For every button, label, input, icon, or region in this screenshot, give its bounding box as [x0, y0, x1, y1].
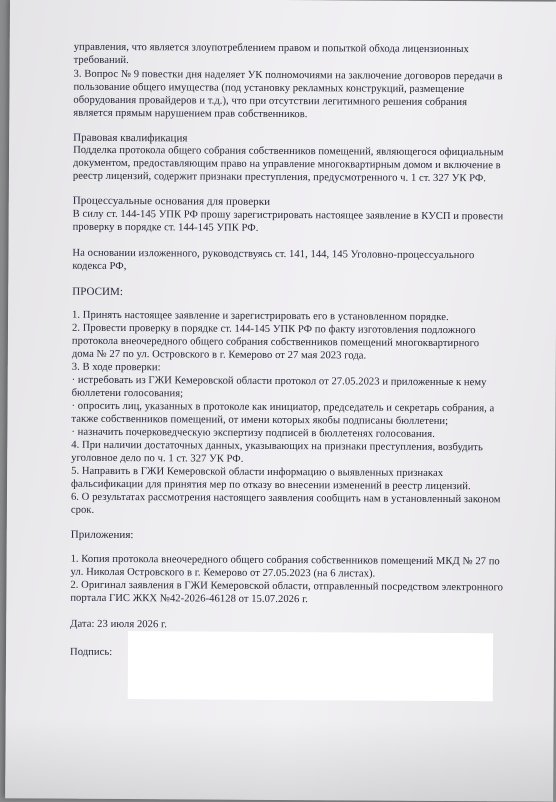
paper-shadow	[5, 718, 553, 801]
redacted-signature-box	[128, 631, 493, 701]
section-heading: Правовая квалификация	[73, 131, 188, 145]
text-line: является прямым нарушением прав собственников.	[73, 107, 308, 121]
text-line: оборудования провайдеров и т.д.), что при отсутствии легитимного решения собрания	[73, 94, 468, 109]
text-line: проверку в порядке ст. 144-145 УПК РФ.	[72, 221, 259, 234]
text-line: · опросить лиц, указанных в протоколе как инициатор, председатель и секретарь собрания, а	[71, 400, 495, 415]
text-line: 3. В ходе проверки:	[71, 361, 161, 374]
text-line: портала ГИС ЖКХ №42-2026-46128 от 15.07.2026 г.	[70, 592, 309, 606]
text-line: дома № 27 по ул. Островского в г. Кемерово от 27 мая 2023 года.	[71, 348, 367, 362]
text-line: уголовное дело по ч. 1 ст. 327 УК РФ.	[71, 452, 244, 465]
text-line: 3. Вопрос № 9 повестки дня наделяет УК полномочиями на заключение договоров передачи в	[73, 68, 503, 83]
text-line: пользование общего имущества (под установку рекламных конструкций, размещение	[73, 81, 465, 96]
text-line: документом, предоставляющим право на управление многоквартирным домом и включение в	[72, 157, 501, 172]
section-heading: Приложения:	[70, 528, 134, 542]
text-line: 1. Копия протокола внеочередного общего собрания собственников помещений МКД № 27 по	[70, 553, 500, 568]
text-line: требований.	[73, 54, 129, 67]
text-line: срок.	[70, 504, 95, 516]
text-line: 6. О результатах рассмотрения настоящего заявления сообщить нам в установленный законом	[70, 491, 501, 506]
date-line: Дата: 23 июля 2026 г.	[70, 618, 167, 631]
text-line: 5. Направить в ГЖИ Кемеровской области информацию о выявленных признаках	[71, 465, 444, 479]
text-line: 1. Принять настоящее заявление и зарегистрировать его в установленном порядке.	[72, 309, 449, 324]
text-line: фальсификации для принятия мер по отказу во внесении изменений в реестр лицензий.	[71, 478, 471, 493]
text-line: 4. При наличии достаточных данных, указывающих на признаки преступления, возбудить	[71, 439, 483, 454]
text-line: На основании изложенного, руководствуясь ст. 141, 144, 145 Уголовно-процессуального	[72, 247, 475, 262]
text-line: 2. Провести проверку в порядке ст. 144-145 УПК РФ по факту изготовления подложного	[71, 322, 476, 337]
text-line: управления, что является злоупотреблением правом и попыткой обхода лицензионных	[73, 41, 469, 56]
section-heading: Процессуальные основания для проверки	[72, 194, 271, 208]
text-line: бюллетени голосования;	[71, 387, 184, 400]
document-page	[5, 0, 556, 802]
text-line: Подделка протокола общего собрания собственников помещений, являющегося официальным	[73, 144, 504, 159]
text-line: протокола внеочередного общего собрания собственников помещений многоквартирного	[71, 335, 480, 350]
signature-label: Подпись:	[69, 646, 113, 658]
text-line: 2. Оригинал заявления в ГЖИ Кемеровской области, отправленный посредством электронного	[70, 579, 504, 594]
text-line: В силу ст. 144-145 УПК РФ прошу зарегистрировать настоящее заявление в КУСП и провести	[72, 208, 504, 223]
text-line: также собственников помещений, от имени которых якобы подписаны бюллетени;	[71, 413, 449, 428]
text-line: ул. Николая Островского в г. Кемерово от 27.05.2023 (на 6 листах).	[70, 566, 376, 580]
text-line: · истребовать из ГЖИ Кемеровской области протокол от 27.05.2023 и приложенные к нему	[71, 374, 487, 389]
text-line: реестр лицензий, содержит признаки преступления, предусмотренного ч. 1 ст. 327 УК РФ.	[72, 170, 487, 185]
text-line: · назначить почерковедческую экспертизу подписей в бюллетенях голосования.	[71, 426, 435, 440]
text-line: кодекса РФ,	[72, 260, 127, 273]
section-heading: ПРОСИМ:	[72, 285, 123, 299]
